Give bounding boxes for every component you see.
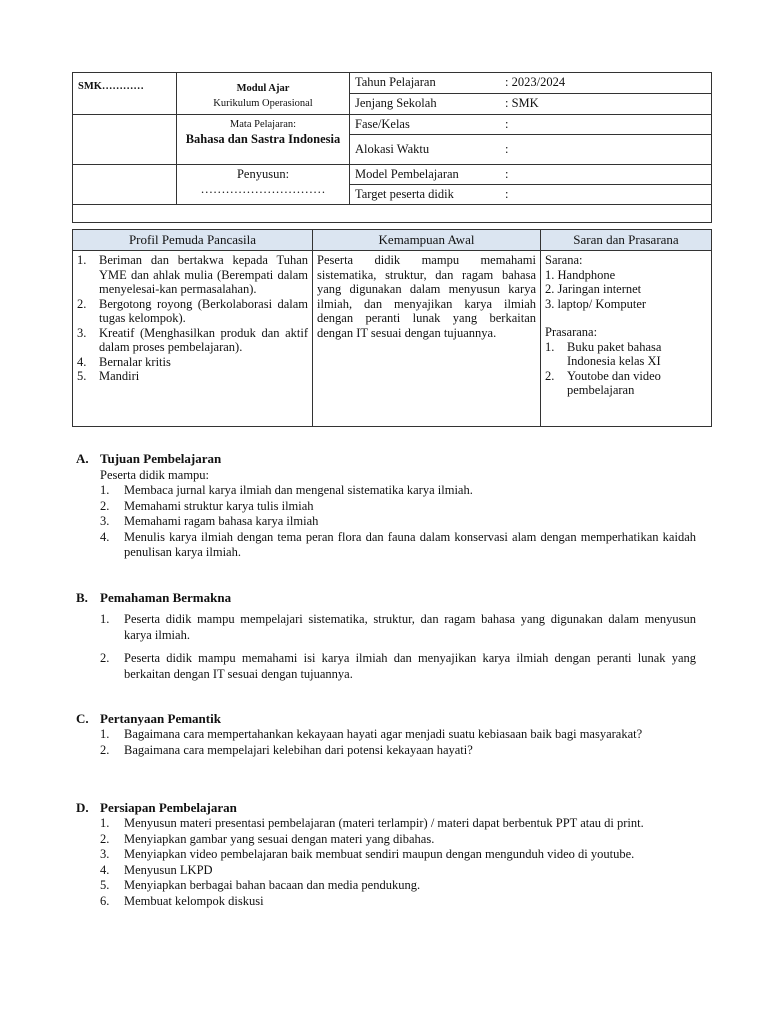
sarana-cell: [541, 251, 712, 427]
sarana-item: 2. Jaringan internet: [545, 282, 642, 296]
kemampuan-awal-text: Peserta didik mampu memahami sistematika, struktur, dan ragam bahasa yang digunakan dalam menyusun karya ilmiah, dan menyajikan karya ilmiah dengan peranti lunak yang berkaitan dengan IT sesuai dengan tujuannya.: [313, 251, 541, 427]
prasarana-list: [545, 340, 707, 398]
list-item: 4. Bernalar kritis: [77, 354, 171, 369]
list-item: 1. Bagaimana cara mempertahankan kekayaan hayati agar menjadi suatu kebiasaan baik bagi masyarakat?: [100, 727, 643, 741]
list-item: 2. Youtobe dan video pembelajaran: [545, 368, 661, 397]
list-item: 1. Peserta didik mampu mempelajari sistematika, struktur, dan ragam bahasa yang digunakan dalam menyusun karya ilmiah.: [100, 612, 696, 642]
list-item: 3. Kreatif (Menghasilkan produk dan aktif dalam proses pembelajaran).: [77, 325, 308, 354]
section-intro: Peserta didik mampu:: [100, 468, 210, 482]
list-item: 3. Memahami ragam bahasa karya ilmiah: [100, 514, 319, 528]
penyusun-label: Penyusun:: [236, 167, 290, 181]
header-sarana: Saran dan Prasarana: [541, 230, 712, 251]
info-row-jenjang: Jenjang Sekolah : SMK: [350, 94, 712, 115]
info-row-fase: Fase/Kelas :: [350, 115, 712, 135]
section-heading: D. Persiapan Pembelajaran: [76, 800, 237, 815]
info-row-alokasi: Alokasi Waktu :: [350, 135, 712, 165]
list-item: 4. Menulis karya ilmiah dengan tema peran flora dan fauna dalam konservasi alam dengan memperhatikan kaidah penulisan karya ilmiah.: [100, 529, 696, 559]
empty-cell-2: [73, 165, 177, 205]
school-name: SMK…………: [73, 73, 177, 115]
info-row-model: Model Pembelajaran :: [350, 165, 712, 185]
section-pemahaman: [76, 590, 696, 690]
section-heading: A. Tujuan Pembelajaran: [76, 451, 222, 466]
sarana-item: 1. Handphone: [545, 267, 616, 282]
prasarana-label: Prasarana:: [545, 325, 598, 339]
list-item: 2. Bagaimana cara mempelajari kelebihan dari potensi kekayaan hayati?: [100, 742, 473, 757]
penyusun-dots: …………………………: [200, 182, 326, 196]
section-heading: C. Pertanyaan Pemantik: [76, 711, 221, 726]
list-item: 3. Menyiapkan video pembelajaran baik membuat sendiri maupun dengan mengunduh video di youtube.: [100, 847, 635, 861]
pemantik-list: [100, 727, 696, 758]
header-profil: Profil Pemuda Pancasila: [73, 230, 313, 251]
spacer-row: [73, 205, 712, 223]
info-row-tahun: Tahun Pelajaran : 2023/2024: [350, 73, 712, 94]
header-kemampuan: Kemampuan Awal: [313, 230, 541, 251]
list-item: 2. Menyiapkan gambar yang sesuai dengan materi yang dibahas.: [100, 831, 435, 846]
profil-list-cell: [73, 251, 313, 427]
sarana-label: Sarana:: [545, 253, 583, 267]
modul-title-cell: [177, 73, 350, 115]
list-item: 1. Buku paket bahasa Indonesia kelas XI: [545, 339, 662, 368]
section-tujuan: [76, 451, 696, 561]
tujuan-list: [100, 483, 696, 561]
modul-title: Modul Ajar: [236, 83, 290, 94]
persiapan-list: [100, 816, 696, 909]
list-item: 4. Menyusun LKPD: [100, 862, 213, 877]
list-item: 6. Membuat kelompok diskusi: [100, 893, 264, 908]
info-row-target: Target peserta didik :: [350, 185, 712, 205]
list-item: 2. Peserta didik mampu memahami isi karya ilmiah dan menyajikan karya ilmiah dengan peranti lunak yang berkaitan dengan IT sesuai dengan tujuannya.: [100, 651, 696, 681]
empty-cell: [73, 115, 177, 165]
pemahaman-list: [100, 612, 696, 682]
section-persiapan: [76, 800, 696, 909]
sarana-item: 3. laptop/ Komputer: [545, 296, 647, 311]
kurikulum-label: Kurikulum Operasional: [213, 98, 313, 109]
section-pemantik: [76, 711, 696, 758]
list-item: 5. Menyiapkan berbagai bahan bacaan dan media pendukung.: [100, 878, 421, 892]
profile-table: [72, 229, 712, 427]
penyusun-cell: [177, 165, 350, 205]
list-item: 2. Bergotong royong (Berkolaborasi dalam tugas kelompok).: [77, 296, 308, 325]
list-item: 2. Memahami struktur karya tulis ilmiah: [100, 498, 314, 513]
mapel-cell: [177, 115, 350, 165]
list-item: 1. Menyusun materi presentasi pembelajaran (materi terlampir) / materi dapat berbentuk PPT atau di print.: [100, 816, 644, 830]
list-item: 1. Beriman dan bertakwa kepada Tuhan YME dan ahlak mulia (Berempati dalam menyelesai-kan permasalahan).: [77, 253, 308, 296]
profil-list: [77, 253, 308, 384]
mapel-value: Bahasa dan Sastra Indonesia: [185, 132, 341, 146]
mapel-label: Mata Pelajaran:: [229, 119, 297, 130]
list-item: 1. Membaca jurnal karya ilmiah dan mengenal sistematika karya ilmiah.: [100, 483, 473, 497]
list-item: 5. Mandiri: [77, 369, 140, 383]
section-heading: B. Pemahaman Bermakna: [76, 590, 232, 605]
header-table: [72, 72, 712, 223]
